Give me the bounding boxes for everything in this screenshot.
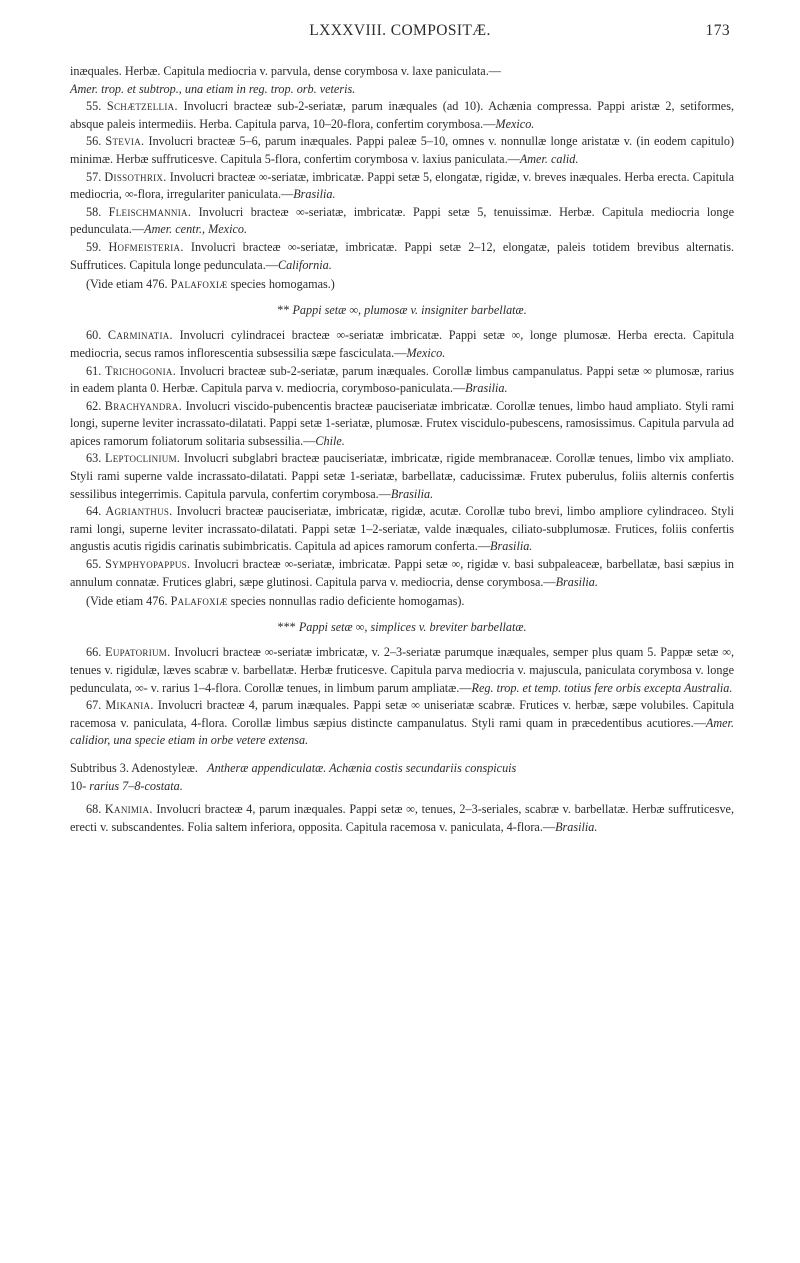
entry-number: 66. [86,645,102,660]
section-text: Pappi setæ ∞, plumosæ v. insigniter barbellatæ. [292,302,527,317]
entry-description: Involucri bracteæ ∞-seriatæ imbricatæ, v. 2–3-seriatæ parumque inæquales, semper plus quam 5. Pappæ setæ ∞, tenues v. rigidulæ, læves scabræ v. barbellatæ. Herbæ fruticesve. Capitula parva mediocria v. majuscula, paniculata corymbosa v. longe pedunculata, ∞- v. rarius 1–4-flora. Corollæ tenues, in limbum parum ampliatæ.— [70,645,734,695]
genus-entry [70,363,734,398]
opening-region: Amer. trop. et subtrop., una etiam in reg. trop. orb. veteris. [70,81,356,96]
entry-number: 59. [86,239,102,254]
entry-description: Involucri bracteæ 4, parum inæquales. Pappi setæ ∞, tenues, 2–3-seriales, scabræ v. barbellatæ. Herbæ suffruticesve, erecti v. subscandentes. Folia saltem inferiora, opposita. Capitula racemosa v. paniculata, 4-flora.— [70,802,735,834]
entry-number: 64. [86,504,102,519]
genus-name: Leptoclinium. [105,451,181,466]
entry-region: Mexico. [495,116,535,131]
entry-description: Involucri bracteæ ∞-seriatæ, imbricatæ. Pappi setæ ∞, rigidæ v. basi subpaleaceæ, barbellatæ, basi sæpius in annulum connatæ. Frutices glabri, sæpe glutinosi. Capitula parva v. mediocria, dense corymbosa.— [70,557,735,589]
genus-name: Brachyandra. [104,398,183,413]
genus-name: Fleischmannia. [108,204,192,219]
cross-reference [70,276,734,294]
entry-number: 58. [86,204,102,219]
genus-entry [70,98,734,133]
entry-region: Brasilia. [555,574,598,589]
entry-region: Chile. [315,433,345,448]
entry-region: Brasilia. [490,539,533,554]
entry-description: Involucri bracteæ sub-2-seriatæ, parum inæquales (ad 10). Achænia compressa. Pappi aristæ 2, setiformes, absque paleis intermediis. Herba. Capitula parva, 10–20-flora, confertim corymbosa.— [70,99,735,131]
genus-entry [70,169,734,204]
page-number: 173 [705,22,730,39]
vide-suffix: species nonnullas radio deficiente homogamas). [230,594,465,609]
genus-entry [70,556,734,591]
genus-entry [70,801,734,836]
entry-description: Involucri bracteæ ∞-seriatæ, imbricatæ. Pappi setæ 5, tenuissimæ. Herbæ. Capitula mediocria longe pedunculata.— [70,204,734,237]
vide-prefix: (Vide etiam 476. [86,277,168,292]
entry-region: Reg. trop. et temp. totius fere orbis excepta Australia. [471,680,733,695]
entry-description: Involucri bracteæ pauciseriatæ, imbricatæ, rigidæ, acutæ. Corollæ tubo brevi, limbo ampliore cylindraceo. Styli rami longi, superne leviter incrassato-dilatati. Pappi setæ 1–2-seriatæ, valde inæquales, ciliato-subplumosæ. Frutices, foliis confertis angustis acutis rigidis carinatis subimbricatis. Capitula ad apices ramorum conferta.— [70,504,734,554]
genus-name: Dissothrix. [104,169,167,184]
entry-region: Brasilia. [390,486,434,501]
entry-region: Amer. calidior, una specie etiam in orbe vetere extensa. [70,715,734,748]
entry-description: Involucri bracteæ ∞-seriatæ, imbricatæ. Pappi setæ 5, elongatæ, rigidæ, v. breves inæquales. Herba erecta. Capitula mediocria, ∞-flora, irregulariter paniculata.— [70,169,734,202]
genus-name: Carminatia. [107,328,173,343]
genus-name: Kanimia. [104,802,153,817]
entry-number: 65. [86,557,102,572]
body-text [70,63,734,836]
entry-number: 67. [86,698,102,713]
subtribus-description: Antheræ appendiculatæ. Achænia costis secundariis conspicuis [207,760,517,775]
genus-entry [70,697,734,750]
subtribus-heading [70,760,734,795]
genus-entry [70,503,734,556]
entry-number: 61. [86,363,102,378]
running-head [70,22,730,44]
entry-description: Involucri subglabri bracteæ pauciseriatæ, imbricatæ, rigide membranaceæ. Corollæ tenues, limbo vix ampliato. Styli rami superne valde incrassato-dilatati. Pappi setæ 1-seriatæ, barbellatæ, caducissimæ. Frutex puberulus, foliis alternis confertis sessilibus integerrimis. Capitula parvula, confertim corymbosa.— [70,451,735,501]
genus-name: Mikania. [105,698,154,713]
entry-region: Mexico. [406,345,446,360]
entry-region: Brasilia. [555,819,598,834]
entry-region: Brasilia. [293,187,336,202]
entry-number: 63. [86,451,102,466]
subtribus-line2 [70,778,734,796]
cross-reference [70,593,734,611]
genus-entry [70,644,734,697]
genus-entry [70,450,734,503]
section-marker: *** [277,619,296,634]
vide-prefix: (Vide etiam 476. [86,594,168,609]
entry-description: Involucri viscido-pubencentis bracteæ pauciseriatæ imbricatæ. Corollæ tenues, limbo haud ampliato. Styli rami longi, superne leviter incrassato-dilatati. Pappi setæ 1-seriatæ, plumosæ. Frutex viscidulo-pubescens, ramosissimus. Capitula parvula ad apices ramorum foliatorum solitaria subsessilia.— [70,398,735,448]
opening-line: inæquales. Herbæ. Capitula mediocria v. parvula, dense corymbosa v. laxe paniculata.— [70,64,501,78]
genus-entry [70,204,734,239]
vide-suffix: species homogamas.) [230,277,335,292]
vide-genus: Palafoxiæ [170,594,228,609]
genus-name: Schætzellia. [106,99,178,114]
genus-name: Trichogonia. [104,363,177,378]
entry-region: Amer. calid. [519,151,579,166]
opening-paragraph [70,63,734,98]
entry-description: Involucri bracteæ sub-2-seriatæ, parum inæquales. Corollæ limbus campanulatus. Pappi setæ ∞ plumosæ, rarius in eadem planta 0. Herbæ. Capitula parva v. mediocria, corymboso-paniculata.— [70,363,734,396]
genus-name: Agrianthus. [105,504,173,519]
entry-region: Amer. centr., Mexico. [144,222,248,237]
entry-number: 55. [86,99,102,114]
vide-genus: Palafoxiæ [170,277,228,292]
genus-entry [70,398,734,451]
entry-description: Involucri cylindracei bracteæ ∞-seriatæ imbricatæ. Pappi setæ ∞, longe plumosæ. Herba erecta. Capitula mediocria, secus ramos inflorescentia subsessilia sæpe fasciculata.— [70,328,735,360]
entry-number: 57. [86,169,102,184]
genus-name: Eupatorium. [105,645,171,660]
genus-entry [70,133,734,168]
section-heading [70,302,734,320]
section-text: Pappi setæ ∞, simplices v. breviter barbellatæ. [298,619,527,634]
entry-number: 62. [86,398,102,413]
subtribus-range-text: rarius 7–8-costata. [89,778,183,793]
running-title: LXXXVIII. COMPOSITÆ. [309,22,491,39]
section-marker: ** [277,302,290,317]
entry-region: California. [277,257,332,272]
entry-number: 60. [86,328,102,343]
entry-region: Brasilia. [465,381,508,396]
entry-description: Involucri bracteæ ∞-seriatæ, imbricatæ. Pappi setæ 2–12, elongatæ, paleis totidem brevibus alternatis. Suffrutices. Capitula longe pedunculata.— [70,239,735,272]
genus-entry [70,239,734,274]
genus-name: Hofmeisteria. [108,239,184,254]
entry-description: Involucri bracteæ 5–6, parum inæquales. Pappi paleæ 5–10, omnes v. nonnullæ longe aristatæ v. (in eodem capitulo) minimæ. Herbæ suffruticesve. Capitula 5-flora, confertim corymbosa v. laxius paniculata.— [70,134,735,166]
entry-number: 56. [86,134,102,149]
entry-description: Involucri bracteæ 4, parum inæquales. Pappi setæ ∞ uniseriatæ scabræ. Frutices v. herbæ, sæpe volubiles. Capitula racemosa v. paniculata, 4-flora. Corollæ limbus sæpius distincte campanulatus. Styli rami quam in præcedentibus acutiores.— [70,698,734,730]
genus-entry [70,327,734,362]
subtribus-label: Subtribus 3. Adenostyleæ. [70,760,198,775]
section-heading [70,619,734,637]
genus-name: Symphyopappus. [105,557,191,572]
genus-name: Stevia. [105,134,145,149]
entry-number: 68. [86,802,102,817]
subtribus-range: 10- [70,778,87,793]
